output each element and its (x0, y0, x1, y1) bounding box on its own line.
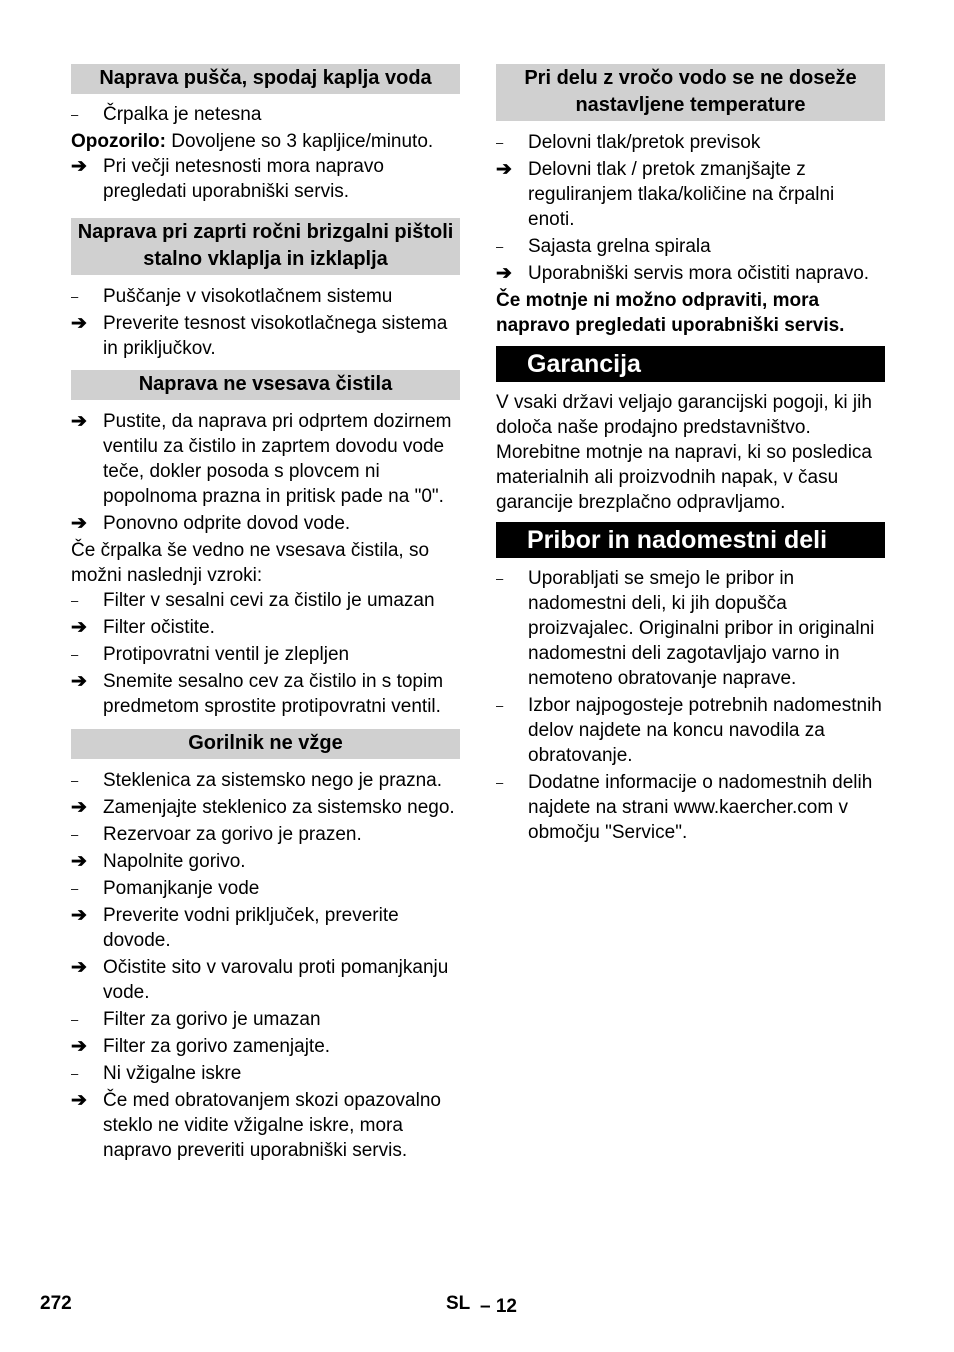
paragraph: V vsaki državi veljajo garancijski pogoji, ki jih določa naše prodajno predstavništvo. Morebitne motnje na napravi, ki so posledica materialnih ali proizvodnih napak, v času garancije brezplačno odpravljamo. (496, 392, 872, 513)
dash-icon: – (71, 647, 79, 662)
section-heading: Pri delu z vročo vodo se ne doseže nastavljene temperature (496, 64, 885, 121)
page-number: 272 (40, 1293, 72, 1314)
arrow-right-icon: ➔ (71, 851, 87, 872)
dash-icon: – (496, 135, 504, 150)
section-page-number: – 12 (480, 1296, 517, 1317)
bold-note: Če motnje ni možno odpraviti, mora napravo pregledati uporabniški servis. (496, 290, 845, 336)
list-item: – Izbor najpogosteje potrebnih nadomestnih delov najdete na koncu navodila za obratovanje. (496, 695, 882, 766)
arrow-right-icon: ➔ (71, 671, 87, 692)
list-item-cause: – Puščanje v visokotlačnem sistemu (71, 286, 393, 307)
chapter-heading: Garancija (496, 346, 885, 382)
left-column (71, 64, 460, 1163)
list-item-remedy: ➔ Če med obratovanjem skozi opazovalno steklo ne vidite vžigalne iskre, mora napravo preveriti uporabniški servis. (71, 1090, 441, 1161)
list-item-remedy: ➔ Preverite tesnost visokotlačnega sistema in priključkov. (71, 313, 448, 359)
list-item-cause: – Rezervoar za gorivo je prazen. (71, 824, 362, 845)
arrow-right-icon: ➔ (71, 797, 87, 818)
arrow-right-icon: ➔ (71, 1036, 87, 1057)
dash-icon: – (71, 593, 79, 608)
dash-icon: – (71, 1012, 79, 1027)
section-heading: Naprava ne vsesava čistila (71, 370, 460, 400)
language-code: SL (446, 1293, 471, 1314)
list-item-cause: – Protipovratni ventil je zlepljen (71, 644, 350, 665)
list-item: – Uporabljati se smejo le pribor in nadomestni deli, ki jih dopušča proizvajalec. Originalni pribor in originalni nadomestni deli zagotavljajo varno in nemoteno obratovanje naprave. (496, 568, 875, 689)
arrow-right-icon: ➔ (71, 513, 87, 534)
arrow-right-icon: ➔ (71, 411, 87, 432)
list-item-cause: – Filter v sesalni cevi za čistilo je umazan (71, 590, 435, 611)
arrow-right-icon: ➔ (496, 263, 512, 284)
list-item-remedy: ➔ Delovni tlak / pretok zmanjšajte z reguliranjem tlaka/količine na črpalni enoti. (496, 159, 835, 230)
list-item-remedy: ➔ Snemite sesalno cev za čistilo in s topim predmetom sprostite protipovratni ventil. (71, 671, 444, 717)
list-item-remedy: ➔ Pri večji netesnosti mora napravo pregledati uporabniški servis. (71, 156, 384, 202)
paragraph: Če črpalka še vedno ne vsesava čistila, so možni naslednji vzroki: (71, 540, 430, 586)
dash-icon: – (496, 571, 504, 586)
list-item-remedy: ➔ Napolnite gorivo. (71, 851, 246, 872)
list-item-remedy: ➔ Filter za gorivo zamenjajte. (71, 1036, 331, 1057)
section-heading: Gorilnik ne vžge (71, 729, 460, 759)
list-item-cause: – Pomanjkanje vode (71, 878, 260, 899)
dash-icon: – (71, 289, 79, 304)
list-item: – Dodatne informacije o nadomestnih delih najdete na strani www.kaercher.com v območju "Service". (496, 772, 873, 843)
arrow-right-icon: ➔ (71, 1090, 87, 1111)
arrow-right-icon: ➔ (71, 617, 87, 638)
section-heading: Naprava pušča, spodaj kaplja voda (71, 64, 460, 94)
dash-icon: – (496, 239, 504, 254)
arrow-right-icon: ➔ (71, 313, 87, 334)
list-item-remedy: ➔ Pustite, da naprava pri odprtem dozirnem ventilu za čistilo in zaprtem dovodu vode teče, dokler posoda s plovcem ni popolnoma prazna in pritisk pade na "0". (71, 411, 452, 507)
list-item-remedy: ➔ Očistite sito v varovalu proti pomanjkanju vode. (71, 957, 449, 1003)
dash-icon: – (71, 1066, 79, 1081)
chapter-heading: Pribor in nadomestni deli (496, 522, 885, 558)
arrow-right-icon: ➔ (71, 156, 87, 177)
list-item-remedy: ➔ Preverite vodni priključek, preverite dovode. (71, 905, 399, 951)
list-item-remedy: ➔ Uporabniški servis mora očistiti napravo. (496, 263, 870, 284)
list-item-cause: – Delovni tlak/pretok previsok (496, 132, 761, 153)
arrow-right-icon: ➔ (496, 159, 512, 180)
dash-icon: – (496, 775, 504, 790)
section-heading: Naprava pri zaprti ročni brizgalni pištoli stalno vklaplja in izklaplja (71, 218, 460, 275)
list-item-cause: – Filter za gorivo je umazan (71, 1009, 321, 1030)
dash-icon: – (71, 107, 79, 122)
list-item-remedy: ➔ Zamenjajte steklenico za sistemsko nego. (71, 797, 455, 818)
list-item-cause: – Steklenica za sistemsko nego je prazna. (71, 770, 443, 791)
list-item-cause: – Črpalka je netesna (71, 104, 262, 125)
dash-icon: – (71, 881, 79, 896)
warning-note: Opozorilo: Dovoljene so 3 kapljice/minuto. (71, 131, 434, 152)
list-item-remedy: ➔ Filter očistite. (71, 617, 215, 638)
dash-icon: – (496, 698, 504, 713)
list-item-remedy: ➔ Ponovno odprite dovod vode. (71, 513, 351, 534)
list-item-cause: – Sajasta grelna spirala (496, 236, 711, 257)
arrow-right-icon: ➔ (71, 957, 87, 978)
dash-icon: – (71, 773, 79, 788)
list-item-cause: – Ni vžigalne iskre (71, 1063, 242, 1084)
right-column (496, 64, 885, 845)
arrow-right-icon: ➔ (71, 905, 87, 926)
dash-icon: – (71, 827, 79, 842)
